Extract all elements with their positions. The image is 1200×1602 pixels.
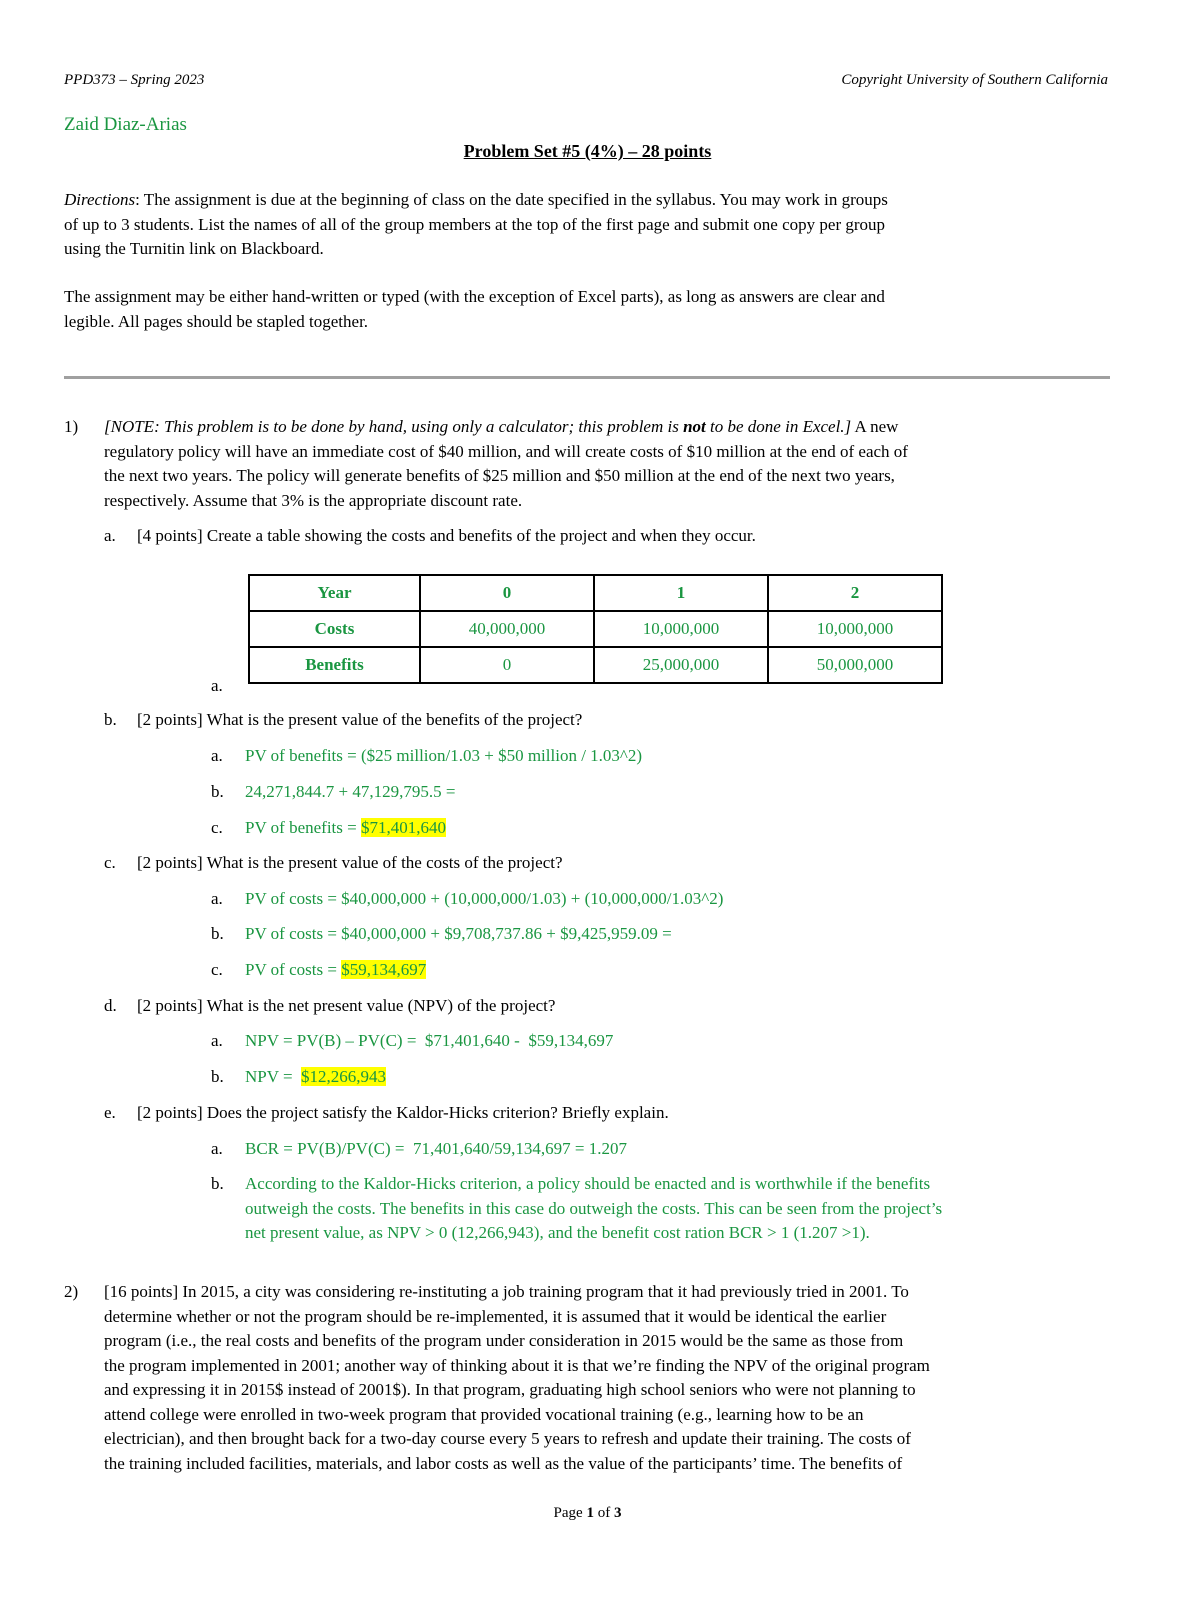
q1a-marker: a. [104, 526, 116, 545]
q1-text [104, 415, 908, 513]
q1e-marker: e. [104, 1103, 116, 1122]
table-cell: 50,000,000 [768, 647, 942, 683]
student-name: Zaid Diaz-Arias [64, 114, 187, 135]
directions-line-1: Directions: The assignment is due at the beginning of class on the date specified in the syllabus. You may work in groups [64, 190, 888, 209]
q1-line-1: [NOTE: This problem is to be done by hand, using only a calculator; this problem is not to be done in Excel.] A new [104, 417, 899, 436]
q2-line: the training included facilities, materials, and labor costs as well as the value of the participants’ time. The benefits of [104, 1453, 903, 1473]
q1b-answer-b: 24,271,844.7 + 47,129,795.5 = [245, 782, 456, 801]
q1c-ans-b-marker: b. [211, 924, 224, 943]
q1b-answer-a: PV of benefits = ($25 million/1.03 + $50 million / 1.03^2) [245, 746, 643, 765]
q1d-answer-a: NPV = PV(B) – PV(C) = $71,401,640 - $59,134,697 [245, 1031, 614, 1050]
q1c-answer-a: PV of costs = $40,000,000 + (10,000,000/1.03) + (10,000,000/1.03^2) [245, 889, 724, 908]
q1-line-4: respectively. Assume that 3% is the appropriate discount rate. [104, 490, 523, 510]
table-cell: 10,000,000 [594, 611, 768, 647]
cost-benefit-table [248, 574, 943, 684]
q1b-marker: b. [104, 710, 117, 729]
q1e-answer-b [245, 1172, 942, 1246]
format-line-2: legible. All pages should be stapled together. [64, 311, 369, 331]
table-header-row [249, 575, 942, 611]
q1d-ans-a-marker: a. [211, 1031, 223, 1050]
table-cell: 10,000,000 [768, 611, 942, 647]
q1-line-2: regulatory policy will have an immediate cost of $40 million, and will create costs of $10 million at the end of each of [104, 441, 908, 461]
q1c-ans-a-marker: a. [211, 889, 223, 908]
table-row-label: Benefits [249, 647, 420, 683]
format-paragraph [64, 285, 885, 334]
page-footer: Page 1 of 3 [553, 1505, 622, 1521]
q1e-text: [2 points] Does the project satisfy the Kaldor-Hicks criterion? Briefly explain. [137, 1103, 669, 1122]
q1a-empty-sub-marker: a. [211, 676, 223, 695]
q1c-answer-c: PV of costs = $59,134,697 [245, 960, 427, 979]
q1-line-3: the next two years. The policy will generate benefits of $25 million and $50 million at the end of the next two years, [104, 466, 895, 485]
q1e-ans-b-marker: b. [211, 1174, 224, 1193]
table-cell: 25,000,000 [594, 647, 768, 683]
npv-highlight: $12,266,943 [301, 1067, 387, 1086]
format-line-1: The assignment may be either hand-written or typed (with the exception of Excel parts), as long as answers are clear and [64, 287, 885, 306]
pv-costs-highlight: $59,134,697 [341, 960, 427, 979]
q2-line: electrician), and then brought back for a two-day course every 5 years to refresh and update their training. The costs of [104, 1429, 911, 1448]
table-header-cell: Year [249, 575, 420, 611]
q2-line: determine whether or not the program should be re-implemented, it is assumed that it would be identical the earlier [104, 1306, 887, 1326]
table-header-cell: 0 [420, 575, 594, 611]
pv-benefits-highlight: $71,401,640 [361, 818, 446, 837]
directions-label: Directions [64, 190, 136, 209]
q2-line: the program implemented in 2001; another way of thinking about it is that we’re finding the NPV of the original program [104, 1355, 930, 1375]
table-cell: 0 [420, 647, 594, 683]
header-course: PPD373 – Spring 2023 [64, 72, 205, 88]
q1e-ans-a-marker: a. [211, 1139, 223, 1158]
q2-line: and expressing it in 2015$ instead of 2001$). In that program, graduating high school seniors who were not planning to [104, 1380, 916, 1399]
q2-text [104, 1280, 930, 1476]
q1e-answer-b-line-2: outweigh the costs. The benefits in this case do outweigh the costs. This can be seen from the project’s [245, 1198, 943, 1218]
table-header-cell: 1 [594, 575, 768, 611]
q1d-marker: d. [104, 996, 117, 1015]
table-header-cell: 2 [768, 575, 942, 611]
table-row-costs [249, 611, 942, 647]
q1e-answer-b-line-1: According to the Kaldor-Hicks criterion, a policy should be enacted and is worthwhile if the benefits [245, 1174, 931, 1193]
q1c-answer-b: PV of costs = $40,000,000 + $9,708,737.86 + $9,425,959.09 = [245, 924, 672, 943]
q1c-text: [2 points] What is the present value of the costs of the project? [137, 853, 563, 872]
q1c-marker: c. [104, 853, 116, 872]
q1e-answer-a: BCR = PV(B)/PV(C) = 71,401,640/59,134,697 = 1.207 [245, 1139, 628, 1158]
page-title: Problem Set #5 (4%) – 28 points [463, 141, 712, 161]
directions-line-2: of up to 3 students. List the names of all of the group members at the top of the first page and submit one copy per group [64, 214, 886, 234]
q1c-ans-c-marker: c. [211, 960, 223, 979]
q1d-text: [2 points] What is the net present value (NPV) of the project? [137, 996, 556, 1015]
q1d-ans-b-marker: b. [211, 1067, 224, 1086]
directions-paragraph [64, 188, 888, 262]
q1e-answer-b-line-3: net present value, as NPV > 0 (12,266,943), and the benefit cost ration BCR > 1 (1.207 >1). [245, 1223, 870, 1242]
q1b-ans-b-marker: b. [211, 782, 224, 801]
q2-line: program (i.e., the real costs and benefits of the program under consideration in 2015 would be the same as those from [104, 1331, 904, 1350]
q2-line: attend college were enrolled in two-week program that provided vocational training (e.g., learning how to be an [104, 1404, 864, 1424]
directions-line-3: using the Turnitin link on Blackboard. [64, 239, 324, 258]
header-copyright: Copyright University of Southern California [841, 72, 1108, 88]
table-cell: 40,000,000 [420, 611, 594, 647]
q2-line: [16 points] In 2015, a city was considering re-instituting a job training program that it had previously tried in 2001. To [104, 1282, 909, 1301]
q2-number: 2) [64, 1282, 79, 1301]
q1d-answer-b: NPV = $12,266,943 [245, 1067, 387, 1086]
q1b-ans-c-marker: c. [211, 818, 223, 837]
q1a-text: [4 points] Create a table showing the costs and benefits of the project and when they occur. [137, 526, 756, 545]
q1b-answer-c: PV of benefits = $71,401,640 [245, 818, 446, 837]
table-row-label: Costs [249, 611, 420, 647]
page-number: 1 [586, 1505, 594, 1521]
q1b-ans-a-marker: a. [211, 746, 223, 765]
q1-note: [NOTE: This problem is to be done by hand, using only a calculator; this problem is not to be done in Excel.] [104, 417, 852, 436]
page-total: 3 [613, 1505, 622, 1521]
table-row-benefits [249, 647, 942, 683]
q1b-text: [2 points] What is the present value of the benefits of the project? [137, 710, 583, 729]
q1-number: 1) [64, 417, 79, 436]
section-divider [64, 376, 1110, 379]
